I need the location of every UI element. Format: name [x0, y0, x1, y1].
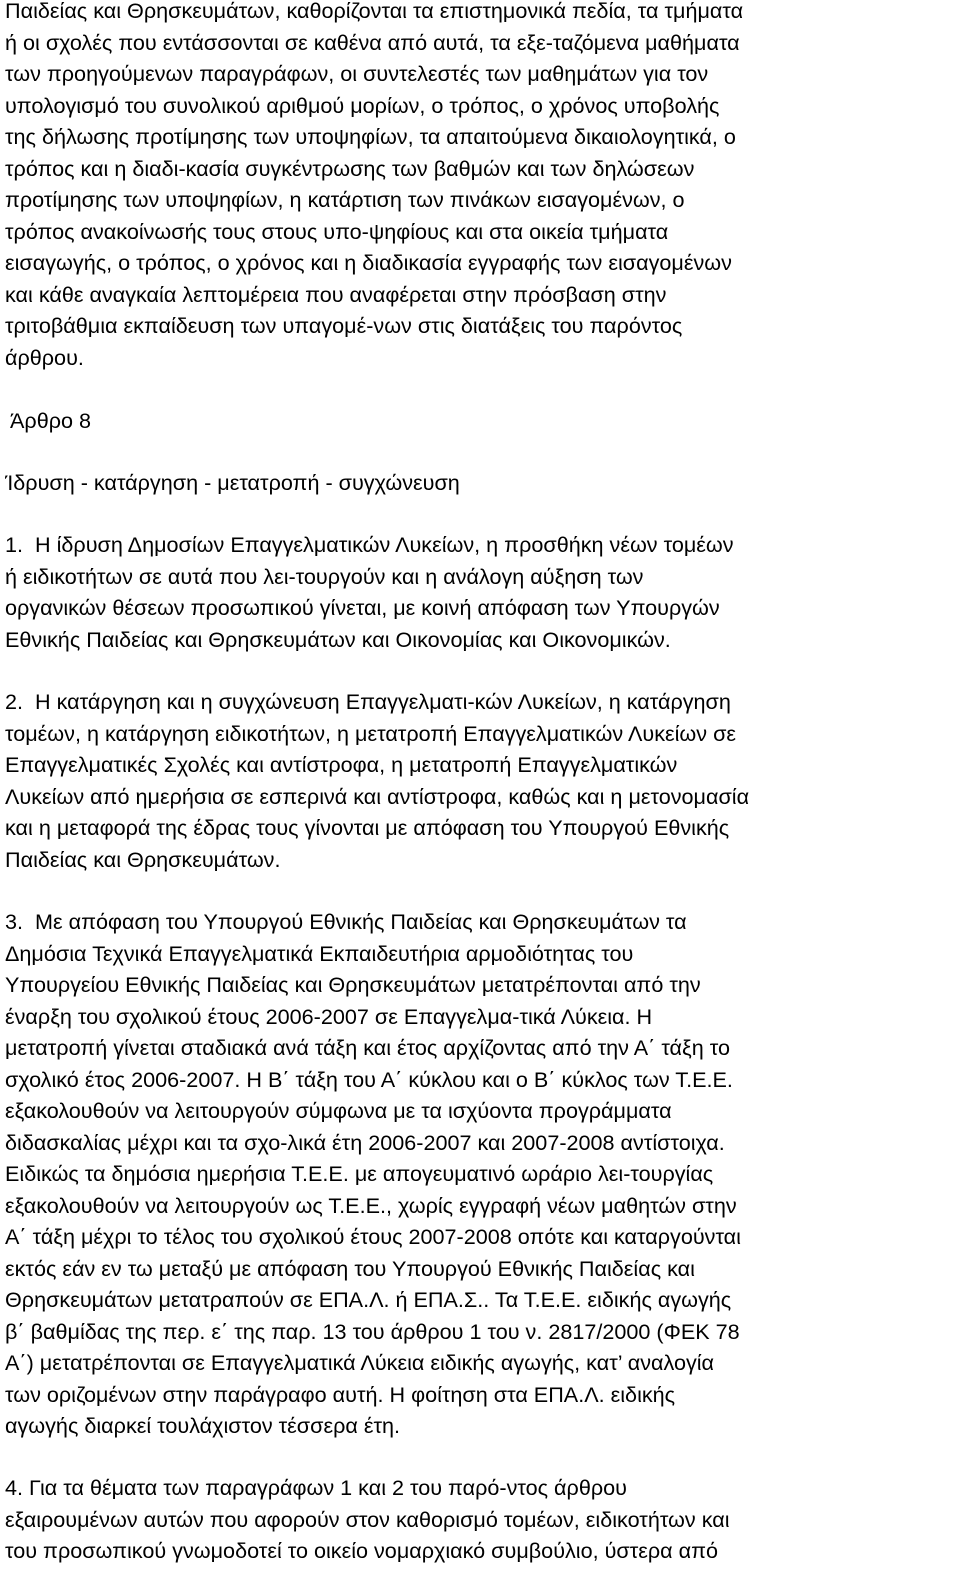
article-number: Άρθρο 8 [10, 408, 92, 433]
intro-paragraph: Παιδείας και Θρησκευμάτων, καθορίζονται τα επιστημονικά πεδία, τα τμήματα ή οι σχολές που εντάσσονται σε καθένα από αυτά, τα εξε-ταζόμενα μαθήματα των προηγούμενων παραγράφων, οι συντελεστές των μαθημάτων για τον υπολογισμό του συνολικού αριθμού μορίων, ο τρόπος, ο χρόνος υποβολής της δήλωσης προτίμησης των υποψηφίων, τα απαιτούμενα δικαιολογητικά, ο τρόπος και η διαδι-κασία συγκέντρωσης των βαθμών και των δηλώσεων προτίμησης των υποψηφίων, η κατάρτιση των πινάκων εισαγομένων, ο τρόπος ανακοίνωσής τους στους υπο-ψηφίους και στα οικεία τμήματα εισαγωγής, ο τρόπος, ο χρόνος και η διαδικασία εγγραφής των εισαγομένων και κάθε αναγκαία λεπτομέρεια που αναφέρεται στην πρόσβαση στην τριτοβάθμια εκπαίδευση των υπαγομέ-νων στις διατάξεις του παρόντος άρθρου. [5, 0, 744, 370]
paragraph-1: 1. Η ίδρυση Δημοσίων Επαγγελματικών Λυκείων, η προσθήκη νέων τομέων ή ειδικοτήτων σε αυτά που λει-τουργούν και η ανάλογη αύξηση των οργανικών θέσεων προσωπικού γίνεται, με κοινή απόφαση των Υπουργών Εθνικής Παιδείας και Θρησκευμάτων και Οικονομίας και Οικονομικών. [5, 532, 734, 652]
paragraph-3: 3. Με απόφαση του Υπουργού Εθνικής Παιδείας και Θρησκευμάτων τα Δημόσια Τεχνικά Επαγγελματικά Εκπαιδευτήρια αρμοδιότητας του Υπουργείου Εθνικής Παιδείας και Θρησκευμάτων μετατρέπονται από την έναρξη του σχολικού έτους 2006-2007 σε Επαγγελμα-τικά Λύκεια. Η μετατροπή γίνεται σταδιακά ανά τάξη και έτος αρχίζοντας από την Α΄ τάξη το σχολικό έτος 2006-2007. Η Β΄ τάξη του Α΄ κύκλου και ο Β΄ κύκλος των Τ.Ε.Ε. εξακολουθούν να λειτουργούν σύμφωνα με τα ισχύοντα προγράμματα διδασκαλίας μέχρι και τα σχο-λικά έτη 2006-2007 και 2007-2008 αντίστοιχα. Ειδικώς τα δημόσια ημερήσια Τ.Ε.Ε. με απογευματινό ωράριο λει-τουργίας εξακολουθούν να λειτουργούν ως Τ.Ε.Ε., χωρίς εγγραφή νέων μαθητών στην Α΄ τάξη μέχρι το τέλος του σχολικού έτους 2007-2008 οπότε και καταργούνται εκτός εάν εν τω μεταξύ με απόφαση του Υπουργού Εθνικής Παιδείας και Θρησκευμάτων μετατραπούν σε ΕΠΑ.Λ. ή ΕΠΑ.Σ.. Τα Τ.Ε.Ε. ειδικής αγωγής β΄ βαθμίδας της περ. ε΄ της παρ. 13 του άρθρου 1 του ν. 2817/2000 (ΦΕΚ 78 Α΄) μετατρέπονται σε Επαγγελματικά Λύκεια ειδικής αγωγής, κατ’ αναλογία των οριζομένων στην παράγραφο αυτή. Η φοίτηση στα ΕΠΑ.Λ. ειδικής αγωγής διαρκεί τουλάχιστον τέσσερα έτη. [5, 909, 741, 1438]
paragraph-4: 4. Για τα θέματα των παραγράφων 1 και 2 του παρό-ντος άρθρου εξαιρουμένων αυτών που αφορούν στον καθορισμό τομέων, ειδικοτήτων και του προσωπικού γνωμοδοτεί το οικείο νομαρχιακό συμβούλιο, ύστερα από [5, 1475, 730, 1563]
article-title: Ίδρυση - κατάργηση - μετατροπή - συγχώνευση [5, 470, 460, 495]
paragraph-2: 2. Η κατάργηση και η συγχώνευση Επαγγελματι-κών Λυκείων, η κατάργηση τομέων, η κατάργηση ειδικοτήτων, η μετατροπή Επαγγελματικών Λυκείων σε Επαγγελματικές Σχολές και αντίστροφα, η μετατροπή Επαγγελματικών Λυκείων από ημερήσια σε εσπερινά και αντίστροφα, καθώς και η μετονομασία και η μεταφορά της έδρας τους γίνονται με απόφαση του Υπουργού Εθνικής Παιδείας και Θρησκευμάτων. [5, 689, 750, 872]
